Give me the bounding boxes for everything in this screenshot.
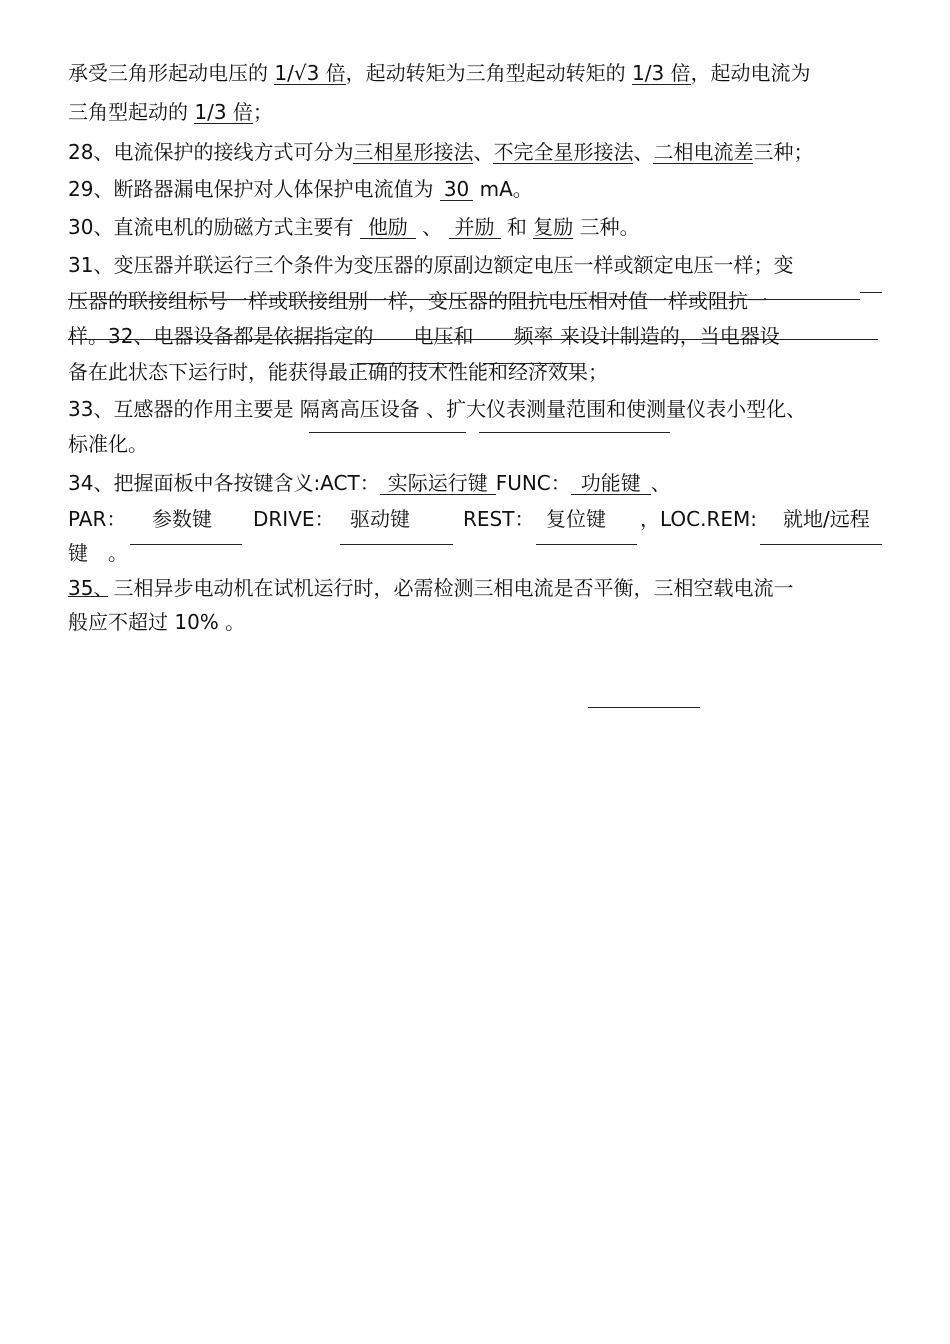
answer-blank: 不完全星形接法 xyxy=(493,140,634,164)
text: 三角型起动的 xyxy=(68,100,195,124)
question-31-line-1: 31、变压器并联运行三个条件为变压器的原副边额定电压一样或额定电压一样；变 xyxy=(68,253,794,277)
par-value: 参数键 xyxy=(152,507,212,531)
answer-blank: 1/3 倍 xyxy=(194,100,253,124)
question-29 xyxy=(68,176,533,202)
drive-label: DRIVE： xyxy=(253,507,335,531)
blank-rule xyxy=(760,544,882,545)
answer-blank: 1/√3 倍 xyxy=(274,61,346,85)
text: 、 xyxy=(633,140,654,164)
question-33-line-2: 标准化。 xyxy=(68,432,148,456)
text: 34、把握面板中各按键含义:ACT： xyxy=(68,471,380,495)
blank-rule xyxy=(357,363,461,364)
answer-blank: 他励 xyxy=(360,216,416,239)
strike-line xyxy=(68,299,860,300)
rest-label: REST： xyxy=(463,507,535,531)
text: 三种； xyxy=(753,140,814,164)
question-34-line-1 xyxy=(68,470,671,496)
loc-label: ，LOC.REM: xyxy=(640,507,758,531)
text: 30、直流电机的励磁方式主要有 xyxy=(68,215,360,239)
text: mA。 xyxy=(473,177,533,201)
drive-value: 驱动键 xyxy=(350,507,410,531)
blank-rule xyxy=(536,544,637,545)
rest-value: 复位键 xyxy=(546,507,606,531)
text: 、 xyxy=(415,215,449,239)
strike-line xyxy=(68,596,108,597)
line-1 xyxy=(68,60,811,86)
question-30 xyxy=(68,214,640,240)
question-32-line-1: 样。32、电器设备都是依据指定的 电压和 频率 来设计制造的，当电器设 xyxy=(68,324,780,348)
question-28 xyxy=(68,139,813,165)
par-label: PAR： xyxy=(68,507,127,531)
text: 、 xyxy=(473,140,494,164)
question-35-line-2: 般应不超过 10% 。 xyxy=(68,610,246,634)
question-34-line-3: 键 。 xyxy=(68,541,128,565)
strike-line xyxy=(68,339,878,340)
text: ，起动转矩为三角型起动转矩的 xyxy=(345,61,633,85)
blank-rule xyxy=(340,544,453,545)
question-31-line-2: 压器的联接组标号一样或联接组别一样，变压器的阻抗电压相对值一样或阻抗一 xyxy=(68,289,768,313)
text: ； xyxy=(252,100,273,124)
text: 29、断路器漏电保护对人体保护电流值为 xyxy=(68,177,440,201)
blank-rule xyxy=(483,363,573,364)
text: 28、电流保护的接线方式可分为 xyxy=(68,140,354,164)
answer-blank: 30 xyxy=(440,178,473,201)
answer-blank: 二相电流差 xyxy=(653,140,754,164)
answer-blank: 复励 xyxy=(533,215,574,239)
answer-blank: 三相星形接法 xyxy=(353,140,474,164)
blank-rule xyxy=(309,432,466,433)
answer-blank: 功能键 xyxy=(571,472,651,495)
text: ，起动电流为 xyxy=(690,61,811,85)
blank-rule xyxy=(588,707,700,708)
answer-blank: 实际运行键 xyxy=(380,472,496,495)
question-33-line-1: 33、互感器的作用主要是 隔离高压设备 、扩大仪表测量范围和使测量仪表小型化、 xyxy=(68,397,807,421)
answer-blank: 1/3 倍 xyxy=(632,61,691,85)
text: 三种。 xyxy=(573,215,640,239)
text: 和 xyxy=(500,215,534,239)
blank-rule xyxy=(860,292,882,293)
text: FUNC： xyxy=(495,471,571,495)
line-2 xyxy=(68,99,273,125)
text: 、 xyxy=(650,471,671,495)
question-35-line-1: 35、三相异步电动机在试机运行时，必需检测三相电流是否平衡，三相空载电流一 xyxy=(68,576,794,600)
question-32-line-2: 备在此状态下运行时，能获得最正确的技术性能和经济效果； xyxy=(68,360,608,384)
text: 承受三角形起动电压的 xyxy=(68,61,275,85)
answer-blank: 并励 xyxy=(449,216,501,239)
loc-value: 就地/远程 xyxy=(783,507,870,531)
blank-rule xyxy=(479,432,670,433)
blank-rule xyxy=(130,544,242,545)
